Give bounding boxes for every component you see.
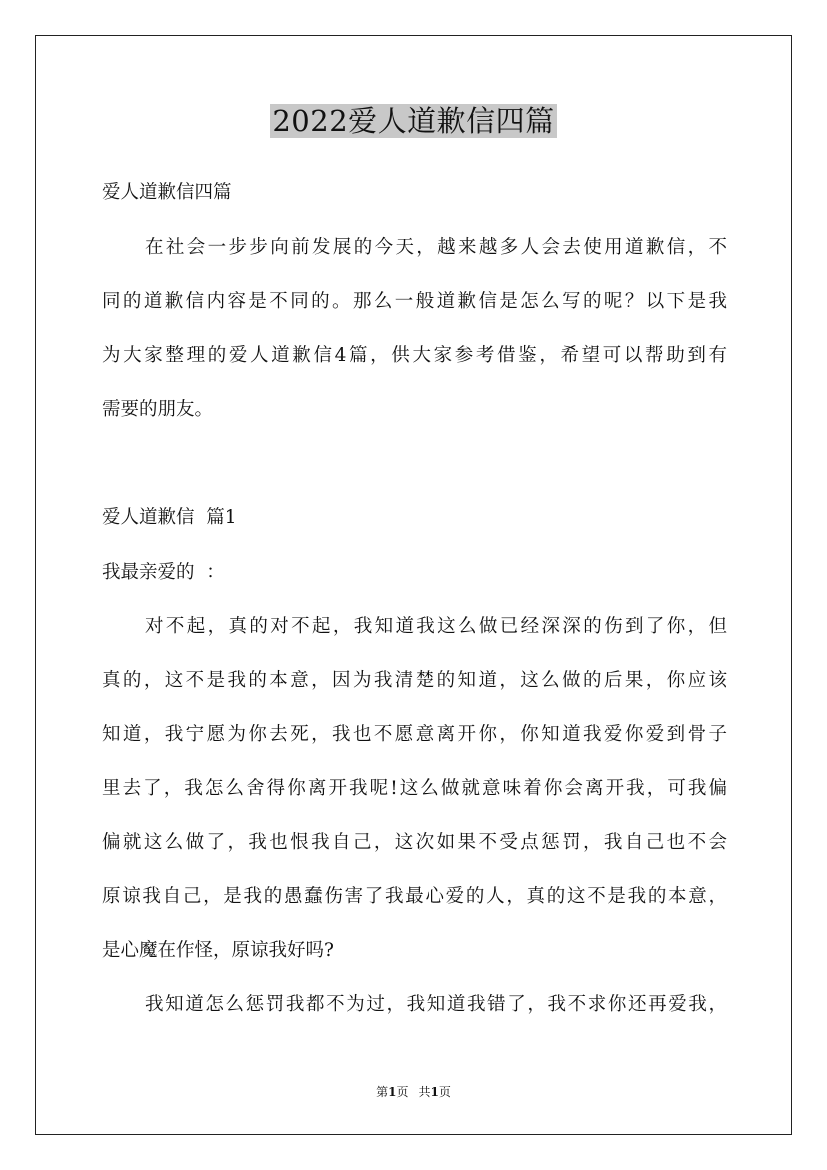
page-label-prefix: 第 (376, 1085, 389, 1099)
salutation-line: 我最亲爱的 ： (102, 562, 225, 583)
body-line: 里去了，我怎么舍得你离开我呢!这么做就意味着你会离开我，可我偏 (102, 778, 727, 799)
page-number: 1 (388, 1085, 397, 1099)
body-line: 我知道怎么惩罚我都不为过，我知道我错了，我不求你还再爱我， (145, 994, 727, 1015)
section-heading: 爱人道歉信 篇1 (102, 507, 237, 528)
total-label-unit: 页 (438, 1085, 451, 1099)
body-line: 对不起，真的对不起，我知道我这么做已经深深的伤到了你，但 (145, 616, 727, 637)
total-label-prefix: 共 (418, 1085, 431, 1099)
body-line: 知道，我宁愿为你去死，我也不愿意离开你，你知道我爱你爱到骨子 (102, 724, 727, 745)
subtitle-line: 爱人道歉信四篇 (102, 182, 232, 203)
page-label-unit: 页 (396, 1085, 409, 1099)
intro-line: 在社会一步步向前发展的今天，越来越多人会去使用道歉信，不 (145, 237, 727, 258)
body-line: 原谅我自己，是我的愚蠢伤害了我最心爱的人，真的这不是我的本意， (102, 886, 727, 907)
body-line: 是心魔在作怪，原谅我好吗? (102, 940, 334, 961)
intro-line: 同的道歉信内容是不同的。那么一般道歉信是怎么写的呢？以下是我 (102, 291, 727, 312)
document-title (0, 101, 827, 141)
page-footer (0, 1084, 827, 1100)
body-line: 偏就这么做了，我也恨我自己，这次如果不受点惩罚，我自己也不会 (102, 832, 727, 853)
body-line: 真的，这不是我的本意，因为我清楚的知道，这么做的后果，你应该 (102, 670, 727, 691)
intro-line: 为大家整理的爱人道歉信4篇，供大家参考借鉴，希望可以帮助到有 (102, 345, 727, 366)
intro-line: 需要的朋友。 (102, 399, 214, 420)
total-pages: 1 (430, 1085, 439, 1099)
document-title-text: 2022爱人道歉信四篇 (272, 104, 555, 138)
